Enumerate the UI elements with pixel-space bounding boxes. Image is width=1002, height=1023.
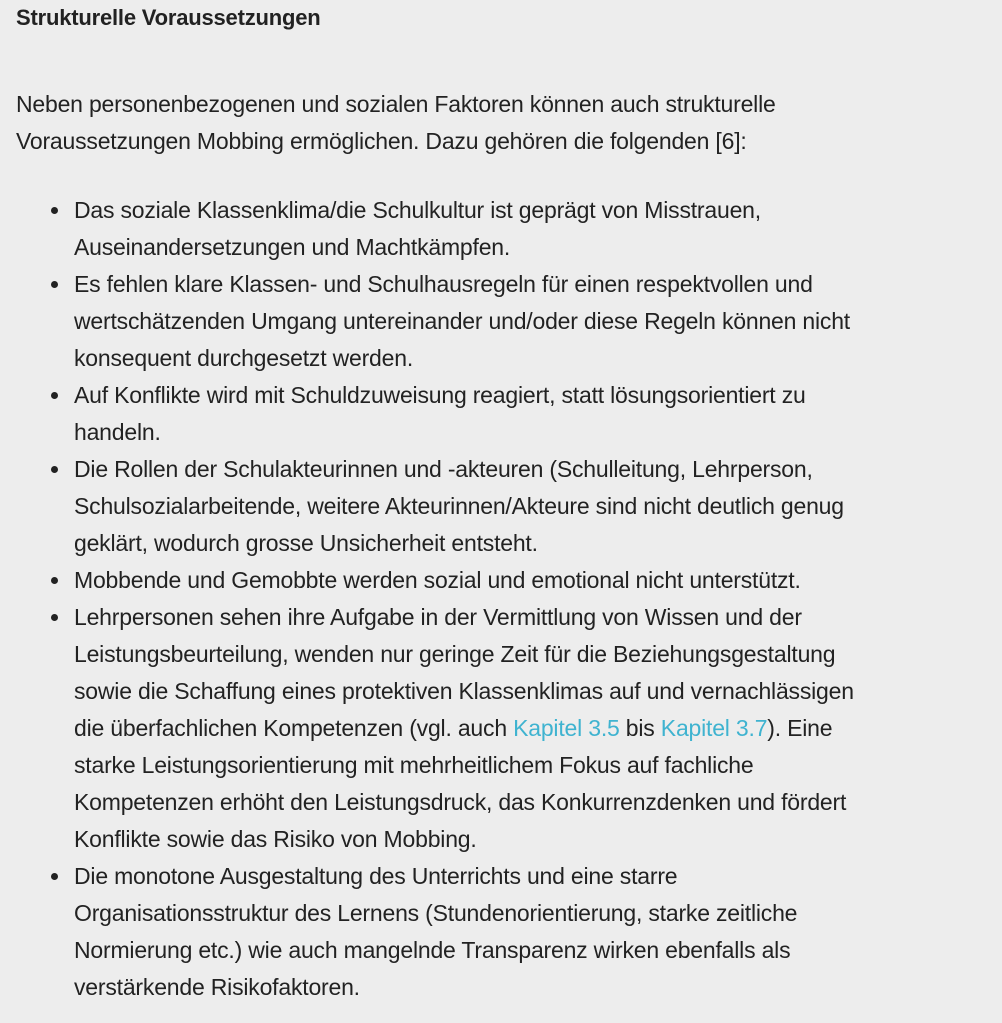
list-item-line: Schulsozialarbeitende, weitere Akteurinnen/Akteure sind nicht deutlich genug <box>74 493 844 519</box>
list-item-line: Auseinandersetzungen und Machtkämpfen. <box>74 234 511 260</box>
link-line-middle: bis <box>619 715 661 741</box>
risk-factor-list <box>16 192 1002 1006</box>
bullet-icon <box>51 466 58 473</box>
bullet-icon <box>51 577 58 584</box>
list-item-line: Die monotone Ausgestaltung des Unterrichts und eine starre <box>74 863 678 889</box>
list-item-line: Leistungsbeurteilung, wenden nur geringe Zeit für die Beziehungsgestaltung <box>74 641 836 667</box>
section-heading: Strukturelle Voraussetzungen <box>16 5 321 30</box>
list-item-line: Konflikte sowie das Risiko von Mobbing. <box>74 826 477 852</box>
chapter-3-7-link[interactable]: Kapitel 3.7 <box>660 715 768 741</box>
bullet-icon <box>51 873 58 880</box>
list-item-line: Auf Konflikte wird mit Schuldzuweisung reagiert, statt lösungsorientiert zu <box>74 382 806 408</box>
link-line-suffix: ). Eine <box>767 715 833 741</box>
list-item-line: Es fehlen klare Klassen- und Schulhausregeln für einen respektvollen und <box>74 271 813 297</box>
list-item <box>74 451 1002 562</box>
list-item-line: starke Leistungsorientierung mit mehrheitlichem Fokus auf fachliche <box>74 752 754 778</box>
list-item <box>74 562 1002 599</box>
list-item-line: geklärt, wodurch grosse Unsicherheit entsteht. <box>74 530 538 556</box>
intro-line: Voraussetzungen Mobbing ermöglichen. Dazu gehören die folgenden [6]: <box>16 128 747 154</box>
list-item-line: handeln. <box>74 419 161 445</box>
intro-line: Neben personenbezogenen und sozialen Faktoren können auch strukturelle <box>16 91 776 117</box>
list-item-line: sowie die Schaffung eines protektiven Klassenklimas auf und vernachlässigen <box>74 678 854 704</box>
list-item <box>74 192 1002 266</box>
intro-paragraph <box>16 86 986 160</box>
list-item-line: Kompetenzen erhöht den Leistungsdruck, das Konkurrenzdenken und fördert <box>74 789 847 815</box>
link-line-prefix: die überfachlichen Kompetenzen (vgl. auch <box>74 715 514 741</box>
chapter-3-5-link[interactable]: Kapitel 3.5 <box>513 715 620 741</box>
list-item-line-with-links <box>74 710 1002 747</box>
list-item <box>74 377 1002 451</box>
list-item-line: Die Rollen der Schulakteurinnen und -akteuren (Schulleitung, Lehrperson, <box>74 456 813 482</box>
list-item-line: Normierung etc.) wie auch mangelnde Transparenz wirken ebenfalls als <box>74 937 791 963</box>
list-item-line: Lehrpersonen sehen ihre Aufgabe in der Vermittlung von Wissen und der <box>74 604 802 630</box>
list-item-line: verstärkende Risikofaktoren. <box>74 974 360 1000</box>
list-item-line: Organisationsstruktur des Lernens (Stundenorientierung, starke zeitliche <box>74 900 798 926</box>
list-item-line: wertschätzenden Umgang untereinander und/oder diese Regeln können nicht <box>74 308 850 334</box>
bullet-icon <box>51 614 58 621</box>
list-item <box>74 266 1002 377</box>
bullet-icon <box>51 281 58 288</box>
list-item-line: konsequent durchgesetzt werden. <box>74 345 414 371</box>
list-item <box>74 858 1002 1006</box>
list-item-line: Das soziale Klassenklima/die Schulkultur ist geprägt von Misstrauen, <box>74 197 761 223</box>
bullet-icon <box>51 392 58 399</box>
list-item <box>74 599 1002 858</box>
list-item-line: Mobbende und Gemobbte werden sozial und emotional nicht unterstützt. <box>74 567 801 593</box>
bullet-icon <box>51 207 58 214</box>
